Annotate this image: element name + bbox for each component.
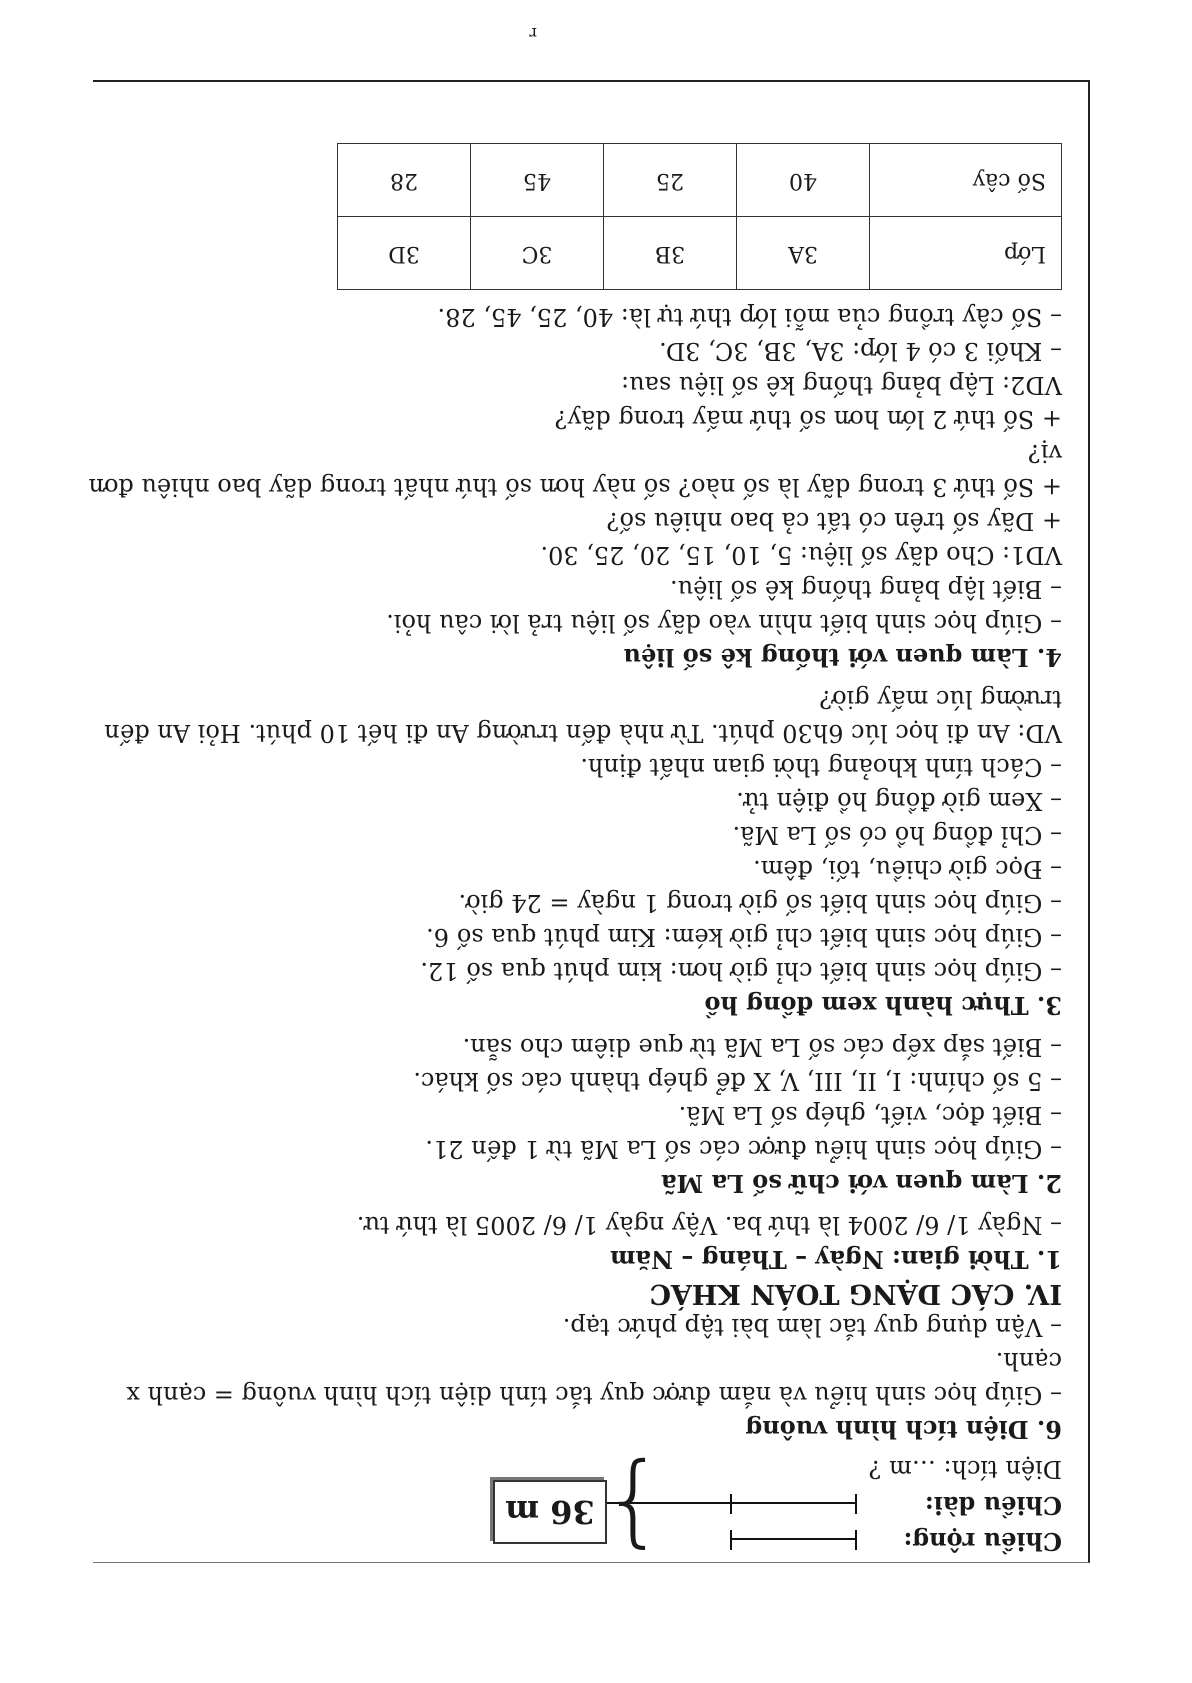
- table-cell: 25: [604, 144, 737, 217]
- rectangle-exercise: [102, 1446, 1062, 1567]
- text-line: – Đọc giờ chiều, tối, đêm.: [753, 855, 1062, 883]
- table-cell: 3B: [604, 217, 737, 290]
- text-line: VD2: Lập bảng thống kê số liệu sau:: [621, 371, 1062, 399]
- table-cell: 3A: [737, 217, 870, 290]
- segment-tick: [730, 1530, 732, 1550]
- text-line: VD1: Cho dãy số liệu: 5, 10, 15, 20, 25, 30.: [540, 541, 1062, 569]
- text-line: + Dãy số trên có tất cả bao nhiêu số?: [606, 507, 1062, 535]
- table-cell: 3C: [471, 217, 604, 290]
- table-row: [338, 217, 1062, 290]
- text-line: – Số cây trồng của mỗi lớp thứ tự là: 40, 25, 45, 28.: [437, 303, 1062, 331]
- text-line: – Xem giờ đồng hồ điện tử.: [736, 787, 1062, 815]
- text-line: – Biết đọc, viết, ghép số La Mã.: [678, 1101, 1062, 1129]
- text-line: – Giúp học sinh hiểu và nắm được quy tắc tính diện tích hình vuông = cạnh x: [126, 1381, 1062, 1409]
- text-line: VD: An đi học lúc 6h30 phút. Từ nhà đến trường An đi hết 10 phút. Hỏi An đến: [104, 719, 1062, 747]
- sub-3-heading: 3. Thực hành xem đồng hồ: [704, 991, 1062, 1020]
- segment-tick: [730, 1494, 732, 1514]
- text-line: – Biết sắp xếp các số La Mã từ que diêm cho sẵn.: [462, 1033, 1062, 1061]
- text-line: – Giúp học sinh biết nhìn vào dãy số liệu trả lời câu hỏi.: [386, 609, 1062, 637]
- text-line: – Biết lập bảng thống kê số liệu.: [670, 575, 1062, 603]
- sub-2-heading: 2. Làm quen với chữ số La Mã: [661, 1169, 1062, 1198]
- text-line: cạnh.: [995, 1347, 1062, 1375]
- width-label: Chiều rộng:: [903, 1527, 1062, 1556]
- text-line: + Số thứ 2 lớn hơn số thứ mấy trong dãy?: [554, 405, 1062, 433]
- section-6-heading: 6. Diện tích hình vuông: [745, 1415, 1062, 1444]
- sub-1-heading: 1. Thời gian: Ngày – Tháng – Năm: [610, 1245, 1062, 1274]
- text-line: – Giúp học sinh biết chỉ giờ kém: Kim phút qua số 6.: [426, 923, 1062, 951]
- segment-tick: [855, 1494, 857, 1514]
- text-line: – Giúp học sinh biết chỉ giờ hơn: kim phút qua số 12.: [420, 957, 1062, 985]
- text-line: trường lúc mấy giờ?: [819, 685, 1062, 713]
- statistics-table: [337, 143, 1062, 290]
- text-line: – Giúp học sinh biết số giờ trong 1 ngày = 24 giờ.: [458, 889, 1062, 917]
- text-line: – Vận dụng quy tắc làm bài tập phức tạp.: [562, 1313, 1062, 1341]
- document-content: [88, 143, 1062, 1567]
- width-segment: [732, 1538, 857, 1540]
- text-line: + Số thứ 3 trong dãy là số nào? số này hơn số thứ nhất trong dãy bao nhiêu đơn: [88, 473, 1062, 501]
- page-mark: r: [529, 24, 537, 43]
- table-cell: 3D: [338, 217, 471, 290]
- table-cell: 45: [471, 144, 604, 217]
- text-line: – Cách tính khoảng thời gian nhất định.: [580, 753, 1062, 781]
- sub-4-heading: 4. Làm quen với thống kê số liệu: [623, 643, 1062, 672]
- table-header-cell: Số cây: [870, 144, 1062, 217]
- part-4-heading: IV. CÁC DẠNG TOÁN KHÁC: [649, 1278, 1062, 1309]
- table-header-cell: Lớp: [870, 217, 1062, 290]
- brace: }: [598, 1450, 662, 1567]
- length-label: Chiều dài:: [924, 1491, 1062, 1520]
- perimeter-box: 36 m: [493, 1480, 607, 1544]
- table-cell: 40: [737, 144, 870, 217]
- text-line: – Giúp học sinh hiểu được các số La Mã từ 1 đến 21.: [425, 1135, 1062, 1163]
- segment-tick: [855, 1530, 857, 1550]
- table-cell: 28: [338, 144, 471, 217]
- text-line: – Ngày 1/ 6/ 2004 là thứ ba. Vậy ngày 1/ 6/ 2005 là thứ tư.: [356, 1211, 1062, 1239]
- area-label: Diện tích: …m ?: [868, 1455, 1062, 1483]
- table-row: [338, 144, 1062, 217]
- text-line: – Khối 3 có 4 lớp: 3A, 3B, 3C, 3D.: [659, 337, 1062, 365]
- text-line: – 5 số chính: I, II, III, V, X để ghép thành các số khác.: [413, 1067, 1062, 1095]
- text-line: vị?: [1027, 439, 1062, 467]
- text-line: – Chỉ đồng hồ có số La Mã.: [732, 821, 1062, 849]
